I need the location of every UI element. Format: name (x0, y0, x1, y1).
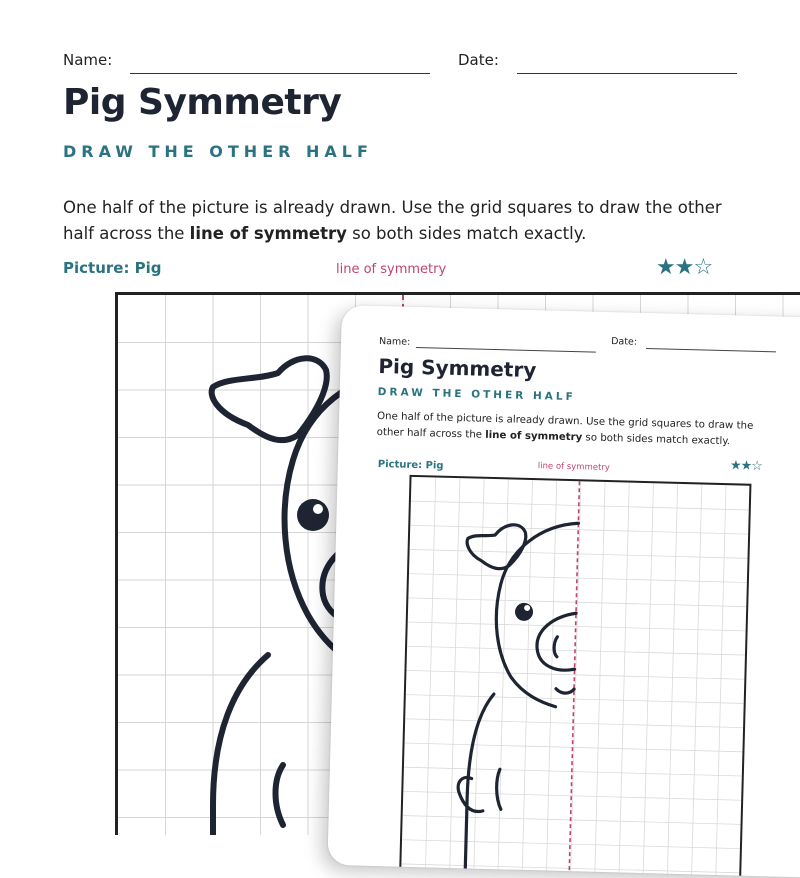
instructions-text-2: so both sides match exactly. (346, 224, 587, 243)
preview-pig-drawing (456, 520, 579, 878)
instructions-bold: line of symmetry (189, 224, 347, 243)
preview-title: Pig Symmetry (378, 353, 537, 383)
pig-eye (297, 499, 329, 531)
preview-grid-vertical-line (570, 481, 580, 878)
preview-grid-vertical-line (619, 483, 629, 878)
preview-date-line (646, 348, 776, 352)
preview-grid-horizontal-line (401, 864, 739, 873)
worksheet-title: Pig Symmetry (63, 82, 342, 123)
preview-pig-nostril (554, 637, 558, 657)
preview-drawing-grid (399, 475, 751, 878)
preview-grid-vertical-line (595, 482, 605, 878)
preview-pig-ear (467, 524, 527, 570)
preview-instructions-text-2: so both sides match exactly. (582, 432, 731, 448)
preview-name-line (416, 347, 596, 353)
symmetry-label: line of symmetry (336, 262, 447, 277)
preview-pig-leg (496, 769, 502, 809)
instructions-text-1: One half of the picture is already drawn. Use the grid squares to draw the other half across the (63, 198, 722, 243)
preview-date-label: Date: (610, 336, 638, 348)
preview-picture-label: Picture: Pig (377, 458, 444, 472)
preview-name-label: Name: (378, 335, 411, 348)
pig-eye-shine (313, 504, 323, 514)
preview-grid-vertical-line (667, 484, 677, 878)
pig-body (213, 655, 268, 835)
preview-symmetry-label: line of symmetry (537, 461, 611, 474)
pig-hoof (276, 765, 284, 825)
preview-instructions (376, 409, 777, 451)
preview-difficulty-stars: ★★☆ (729, 458, 763, 475)
difficulty-stars: ★★☆ (656, 255, 713, 280)
preview-grid-vertical-line (546, 481, 556, 878)
worksheet-subtitle: DRAW THE OTHER HALF (63, 142, 373, 161)
preview-instructions-text-1: One half of the picture is already drawn. Use the grid squares to draw the other half across the (376, 410, 754, 441)
date-label: Date: (458, 51, 499, 69)
name-label: Name: (63, 51, 113, 69)
preview-symmetry-line (569, 481, 579, 878)
preview-grid-canvas (401, 477, 749, 878)
preview-subtitle: DRAW THE OTHER HALF (377, 385, 576, 404)
preview-pig-eye (515, 603, 533, 621)
preview-grid-vertical-line (449, 478, 459, 878)
date-field[interactable] (517, 73, 737, 74)
preview-pig-smile (556, 689, 574, 694)
instructions (63, 195, 753, 247)
worksheet-preview-card (327, 305, 800, 878)
preview-grid-vertical-line (643, 483, 653, 878)
picture-label: Picture: Pig (63, 259, 162, 277)
preview-grid-vertical-line (716, 485, 726, 878)
preview-instructions-bold: line of symmetry (485, 429, 583, 444)
preview-pig-hoof (458, 777, 484, 811)
preview-grid-vertical-line (425, 478, 435, 878)
name-field[interactable] (130, 73, 430, 74)
preview-grid-vertical-line (691, 484, 701, 877)
